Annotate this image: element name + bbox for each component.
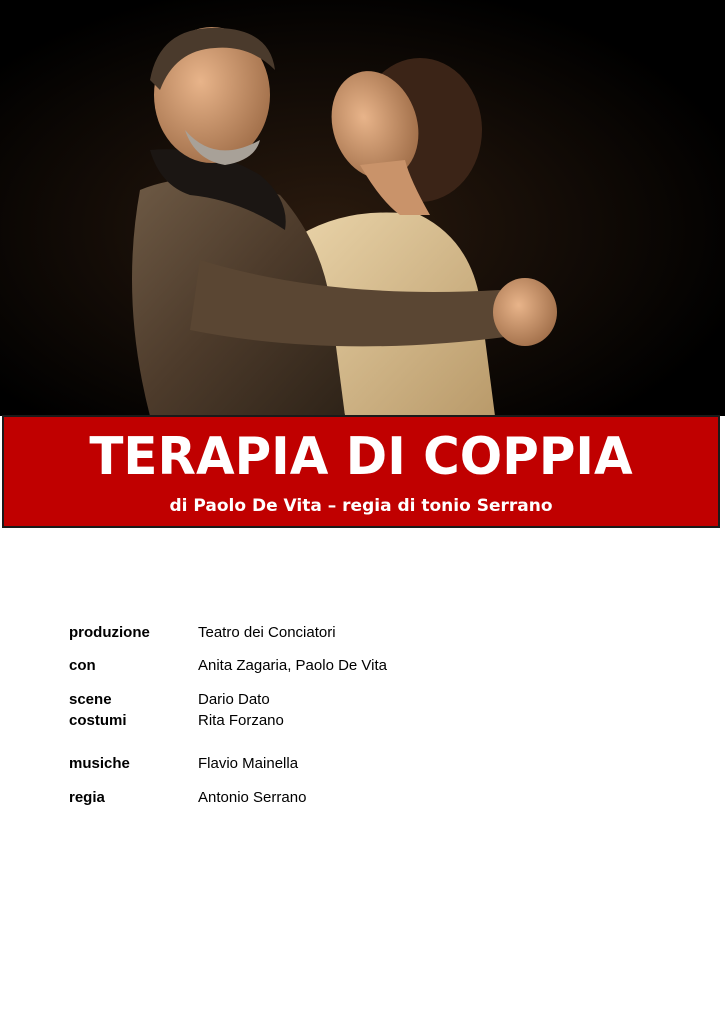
- credit-name: Anita Zagaria, Paolo De Vita: [198, 657, 388, 674]
- credit-name: Antonio Serrano: [198, 789, 307, 806]
- credits-list: [69, 620, 629, 806]
- stage-photo: [0, 0, 725, 416]
- credit-role: regia: [69, 789, 105, 806]
- credit-row-costumi: [69, 712, 629, 729]
- credit-name: Teatro dei Conciatori: [198, 624, 336, 641]
- credit-role: con: [69, 657, 96, 674]
- credit-role: costumi: [69, 712, 127, 729]
- credit-role: musiche: [69, 755, 130, 772]
- stage-photo-illustration: [0, 0, 725, 416]
- credit-name: Dario Dato: [198, 691, 270, 708]
- credit-row-musiche: [69, 755, 629, 772]
- credit-role: produzione: [69, 624, 150, 641]
- page-subtitle: di Paolo De Vita – regia di tonio Serrano: [169, 496, 553, 516]
- credit-row-produzione: [69, 624, 629, 641]
- page-title: TERAPIA DI COPPIA: [89, 427, 633, 487]
- credit-role: scene: [69, 691, 112, 708]
- credit-row-scene: [69, 691, 629, 708]
- credit-row-con: [69, 657, 629, 674]
- credit-name: Rita Forzano: [198, 712, 284, 729]
- credit-name: Flavio Mainella: [198, 755, 299, 772]
- credit-row-regia: [69, 789, 629, 806]
- title-banner: [2, 415, 720, 528]
